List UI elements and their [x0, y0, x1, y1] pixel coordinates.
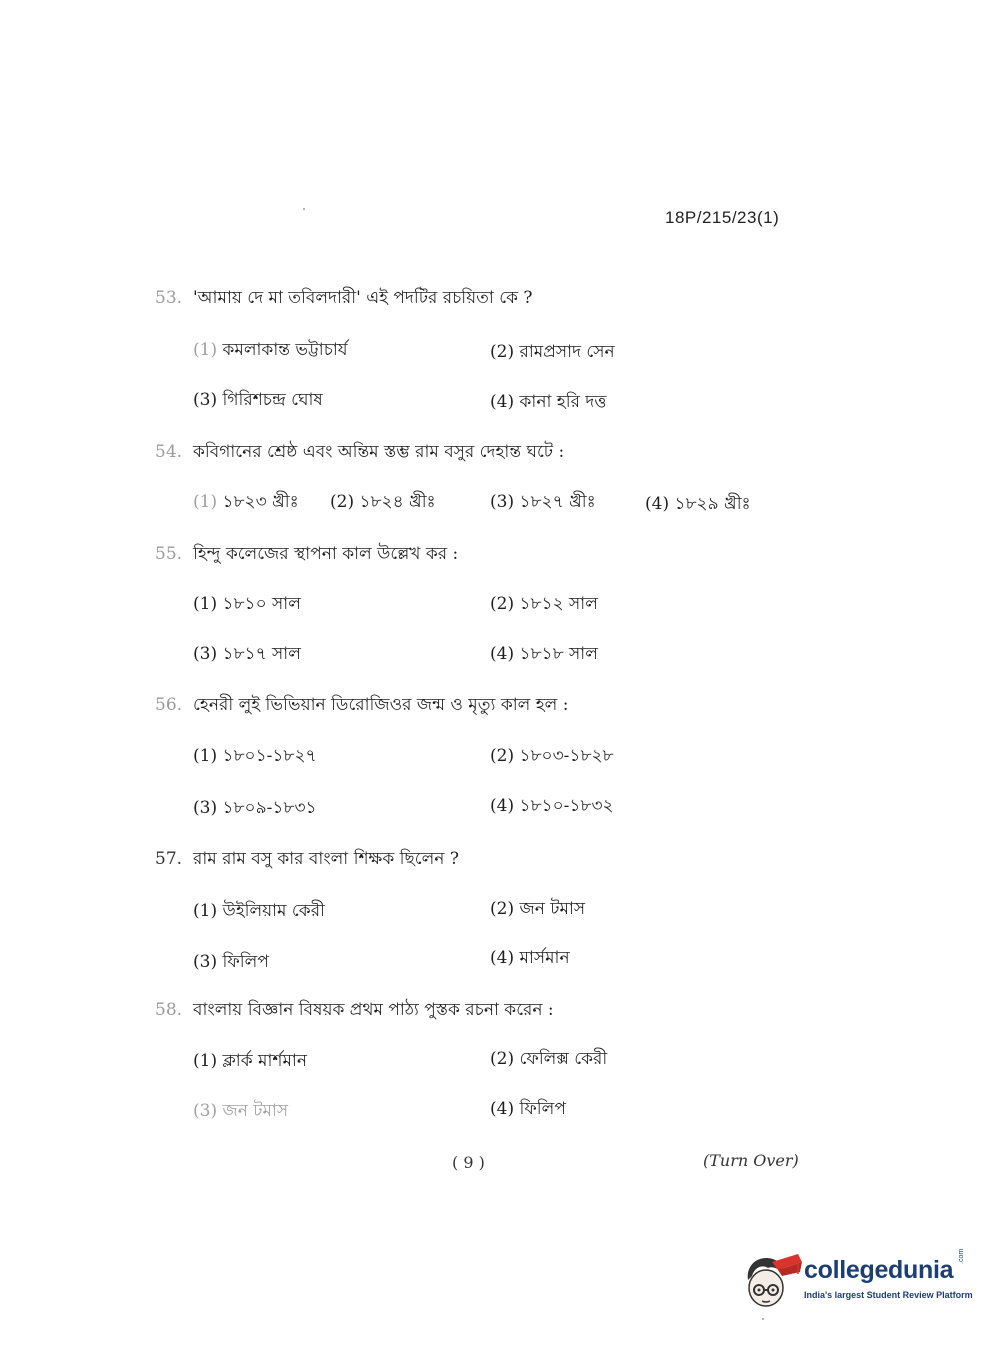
question-54: [155, 439, 835, 467]
option-text: ১৮২৭ খ্রীঃ: [519, 492, 596, 512]
option-label: (4): [645, 494, 670, 514]
option-text: উইলিয়াম কেরী: [222, 901, 325, 921]
option-text: ১৮২৩ খ্রীঃ: [222, 492, 299, 512]
option-text: জন টমাস: [222, 1101, 289, 1121]
option-58-2: [490, 1046, 607, 1074]
question-number: 53.: [155, 288, 183, 308]
scan-speck: [303, 208, 305, 210]
option-text: ক্লার্ক মার্শমান: [222, 1051, 307, 1071]
option-56-4: [490, 793, 614, 821]
option-text: ১৮১৭ সাল: [222, 644, 301, 664]
option-label: (4): [490, 1099, 515, 1119]
option-54-1: [193, 489, 299, 517]
option-58-3: [193, 1098, 288, 1126]
logo-tagline: India's largest Student Review Platform: [804, 1290, 973, 1300]
option-label: (4): [490, 948, 515, 968]
question-text: কবিগানের শ্রেষ্ঠ এবং অন্তিম স্তম্ভ রাম বসুর দেহান্ত ঘটে :: [193, 442, 565, 462]
collegedunia-logo: [742, 1250, 982, 1314]
option-57-4: [490, 945, 570, 973]
option-label: (3): [193, 798, 218, 818]
option-text: ১৮০৩-১৮২৮: [519, 746, 614, 766]
option-55-4: [490, 641, 598, 669]
option-57-3: [193, 949, 269, 977]
option-label: (3): [193, 1101, 218, 1121]
logo-suffix: .com: [958, 1248, 965, 1264]
option-label: (3): [193, 952, 218, 972]
question-text: হিন্দু কলেজের স্থাপনা কাল উল্লেখ কর :: [193, 544, 459, 564]
question-number: 54.: [155, 442, 183, 462]
option-53-4: [490, 389, 606, 417]
option-label: (1): [193, 1051, 218, 1071]
option-55-2: [490, 591, 598, 619]
option-label: (2): [330, 492, 355, 512]
option-54-3: [490, 489, 596, 517]
option-text: ১৮০১-১৮২৭: [222, 746, 317, 766]
option-text: ১৮১০-১৮৩২: [519, 796, 614, 816]
student-mascot-icon: [742, 1250, 802, 1314]
option-53-3: [193, 387, 323, 415]
question-text: রাম রাম বসু কার বাংলা শিক্ষক ছিলেন ?: [193, 849, 459, 869]
option-label: (2): [490, 1049, 515, 1069]
option-label: (4): [490, 796, 515, 816]
option-text: ১৮১২ সাল: [519, 594, 598, 614]
question-number: 55.: [155, 544, 183, 564]
option-57-1: [193, 898, 325, 926]
option-label: (4): [490, 644, 515, 664]
question-number: 56.: [155, 695, 183, 715]
option-label: (1): [193, 901, 218, 921]
option-53-2: [490, 339, 615, 367]
option-58-4: [490, 1096, 566, 1124]
scan-speck: [762, 1318, 764, 1320]
option-label: (3): [193, 390, 218, 410]
option-text: ১৮২৯ খ্রীঃ: [674, 494, 751, 514]
question-text: বাংলায় বিজ্ঞান বিষয়ক প্রথম পাঠ্য পুস্তক রচনা করেন :: [193, 1000, 554, 1020]
option-text: কমলাকান্ত ভট্টাচার্য: [222, 340, 348, 360]
option-label: (1): [193, 492, 218, 512]
option-57-2: [490, 896, 585, 924]
question-56: [155, 692, 835, 720]
option-54-4: [645, 491, 751, 519]
option-text: মার্সমান: [519, 948, 570, 968]
option-label: (2): [490, 746, 515, 766]
option-text: ১৮১৮ সাল: [519, 644, 598, 664]
question-text: 'আমায় দে মা তবিলদারী' এই পদটির রচয়িতা কে ?: [193, 288, 533, 308]
option-label: (2): [490, 342, 515, 362]
option-label: (2): [490, 899, 515, 919]
question-57: [155, 846, 835, 874]
turn-over-note: (Turn Over): [703, 1151, 799, 1170]
document-code: 18P/215/23(1): [665, 208, 780, 227]
option-56-3: [193, 795, 317, 823]
option-55-3: [193, 641, 301, 669]
option-text: ফিলিপ: [519, 1099, 566, 1119]
option-label: (3): [490, 492, 515, 512]
option-56-2: [490, 743, 614, 771]
option-text: ফেলিক্স কেরী: [519, 1049, 608, 1069]
option-text: ১৮২৪ খ্রীঃ: [359, 492, 436, 512]
option-58-1: [193, 1048, 307, 1076]
option-label: (2): [490, 594, 515, 614]
option-55-1: [193, 591, 301, 619]
option-label: (1): [193, 340, 218, 360]
question-53: [155, 285, 835, 313]
question-number: 58.: [155, 1000, 183, 1020]
question-number: 57.: [155, 849, 183, 869]
option-54-2: [330, 489, 436, 517]
option-text: গিরিশচন্দ্র ঘোষ: [222, 390, 323, 410]
option-text: জন টমাস: [519, 899, 586, 919]
page-number: ( 9 ): [452, 1153, 485, 1172]
option-label: (1): [193, 746, 218, 766]
option-text: রামপ্রসাদ সেন: [519, 342, 615, 362]
option-text: ফিলিপ: [222, 952, 269, 972]
question-55: [155, 541, 835, 569]
option-text: কানা হরি দত্ত: [519, 392, 607, 412]
option-label: (3): [193, 644, 218, 664]
option-label: (4): [490, 392, 515, 412]
option-text: ১৮১০ সাল: [222, 594, 301, 614]
logo-name: collegedunia: [804, 1256, 954, 1284]
option-label: (1): [193, 594, 218, 614]
option-text: ১৮০৯-১৮৩১: [222, 798, 317, 818]
question-text: হেনরী লুই ভিভিয়ান ডিরোজিওর জন্ম ও মৃত্যু কাল হল :: [193, 695, 569, 715]
question-58: [155, 997, 835, 1025]
option-53-1: [193, 337, 348, 365]
option-56-1: [193, 743, 317, 771]
